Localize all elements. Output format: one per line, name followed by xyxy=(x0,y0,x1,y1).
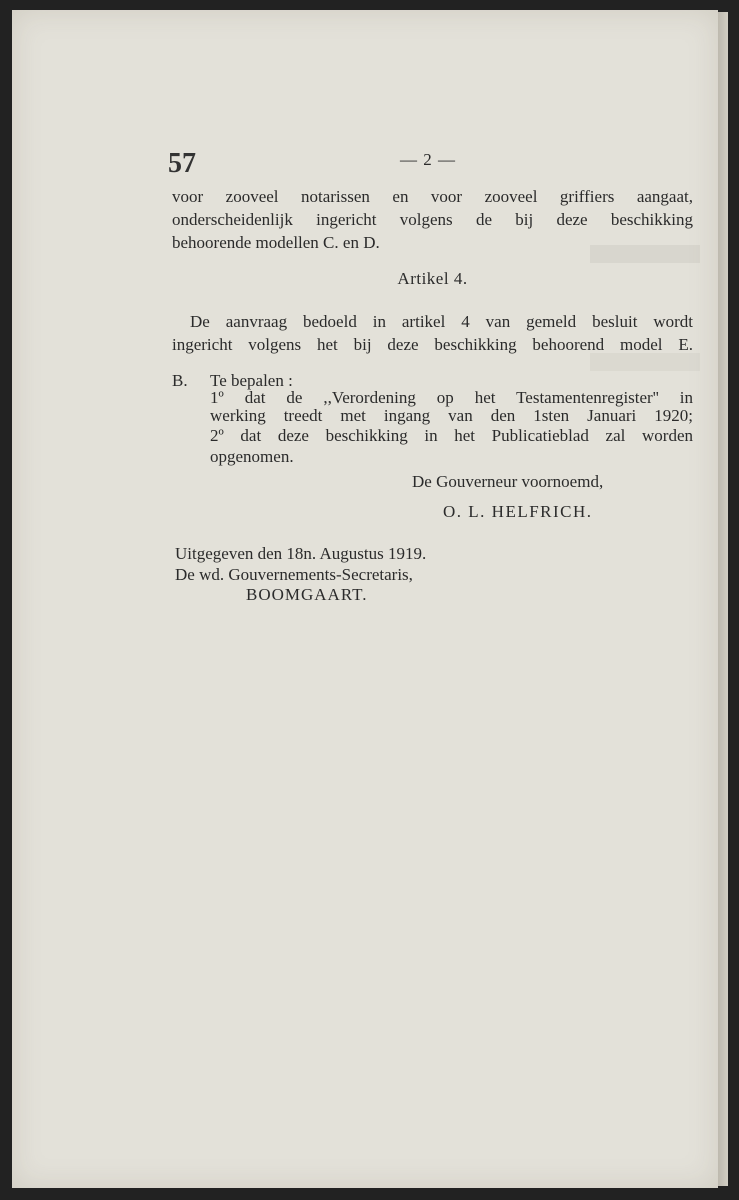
issued-name: BOOMGAART. xyxy=(246,585,368,604)
signature-name: O. L. HELFRICH. xyxy=(443,502,593,521)
paragraph2-line2: ingericht volgens het bij deze beschikking behoorend model E. xyxy=(172,335,693,354)
section-b-label: B. xyxy=(172,371,188,390)
running-head: — 2 — xyxy=(400,150,456,169)
item1-line2: werking treedt met ingang van den 1sten Januari 1920; xyxy=(210,406,693,425)
paragraph1-line2: onderscheidenlijk ingericht volgens de bij deze beschikking xyxy=(172,210,693,229)
issued-line2: De wd. Gouvernements-Secretaris, xyxy=(175,565,413,584)
article-heading: Artikel 4. xyxy=(397,269,468,288)
issued-line1: Uitgegeven den 18n. Augustus 1919. xyxy=(175,544,427,563)
page-number: 57 xyxy=(168,148,196,179)
item2-line1: 2º dat deze beschikking in het Publicatieblad zal worden xyxy=(210,426,693,445)
paragraph1-line1: voor zooveel notarissen en voor zooveel griffiers aangaat, xyxy=(172,187,693,206)
item1-line1: 1º dat de ,,Verordening op het Testamentenregister'' in xyxy=(210,388,693,407)
section-b-intro: Te bepalen : xyxy=(210,371,293,390)
paragraph1-line3: behoorende modellen C. en D. xyxy=(172,233,380,252)
page-edge xyxy=(718,12,728,1186)
paragraph2-line1: De aanvraag bedoeld in artikel 4 van gemeld besluit wordt xyxy=(190,312,693,331)
signature-line: De Gouverneur voornoemd, xyxy=(412,472,604,491)
item2-line2: opgenomen. xyxy=(210,447,294,466)
